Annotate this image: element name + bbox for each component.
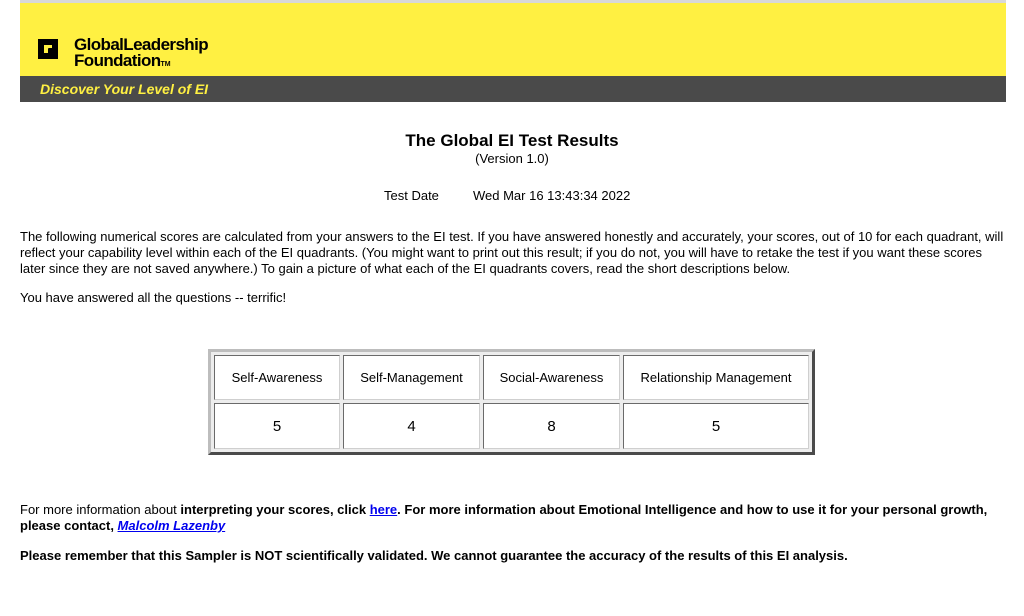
disclaimer: Please remember that this Sampler is NOT scientifically validated. We cannot guarantee the accuracy of the results of this EI analysis.	[20, 548, 848, 563]
header-banner	[20, 3, 1006, 76]
contact-link[interactable]: Malcolm Lazenby	[117, 518, 226, 533]
header-social-awareness: Social-Awareness	[483, 355, 620, 400]
logo-icon	[38, 39, 58, 59]
answered-message: You have answered all the questions -- terrific!	[20, 290, 287, 305]
results-table	[208, 349, 815, 455]
header-relationship-management: Relationship Management	[623, 355, 809, 400]
more-info-paragraph	[20, 502, 1006, 534]
tagline: Discover Your Level of EI	[40, 81, 209, 97]
header-self-management: Self-Management	[343, 355, 480, 400]
score-self-awareness: 5	[214, 403, 340, 449]
tagline-bar	[20, 76, 1006, 102]
table-header-row	[214, 355, 809, 400]
more-info-bold-2: . For more information about Emotional Intelligence and how to use it for your personal growth, please contact,	[20, 502, 988, 533]
more-info-bold: interpreting your scores, click	[180, 502, 370, 517]
intro-paragraph: The following numerical scores are calculated from your answers to the EI test. If you have answered honestly and accurately, your scores, out of 10 for each quadrant, will reflect your capability level within each of the EI quadrants. (You might want to print out this result; if you do not, you will have to retake the test if you want these scores later since they are not saved anywhere.) To gain a picture of what each of the EI quadrants covers, read the short descriptions below.	[20, 229, 1004, 276]
test-date-label: Test Date	[384, 188, 439, 203]
brand-line-1: GlobalLeadership	[74, 35, 208, 54]
score-self-management: 4	[343, 403, 480, 449]
brand-logo	[74, 37, 208, 73]
test-date-value: Wed Mar 16 13:43:34 2022	[473, 188, 631, 203]
more-info-prefix: For more information about	[20, 502, 181, 517]
page-title: The Global EI Test Results	[405, 131, 619, 150]
score-social-awareness: 8	[483, 403, 620, 449]
here-link[interactable]: here	[369, 502, 398, 517]
table-row	[214, 403, 809, 449]
header-self-awareness: Self-Awareness	[214, 355, 340, 400]
score-relationship-management: 5	[623, 403, 809, 449]
brand-tm: TM	[160, 61, 171, 68]
brand-line-2: Foundation	[74, 51, 161, 70]
version-label: (Version 1.0)	[475, 151, 549, 166]
